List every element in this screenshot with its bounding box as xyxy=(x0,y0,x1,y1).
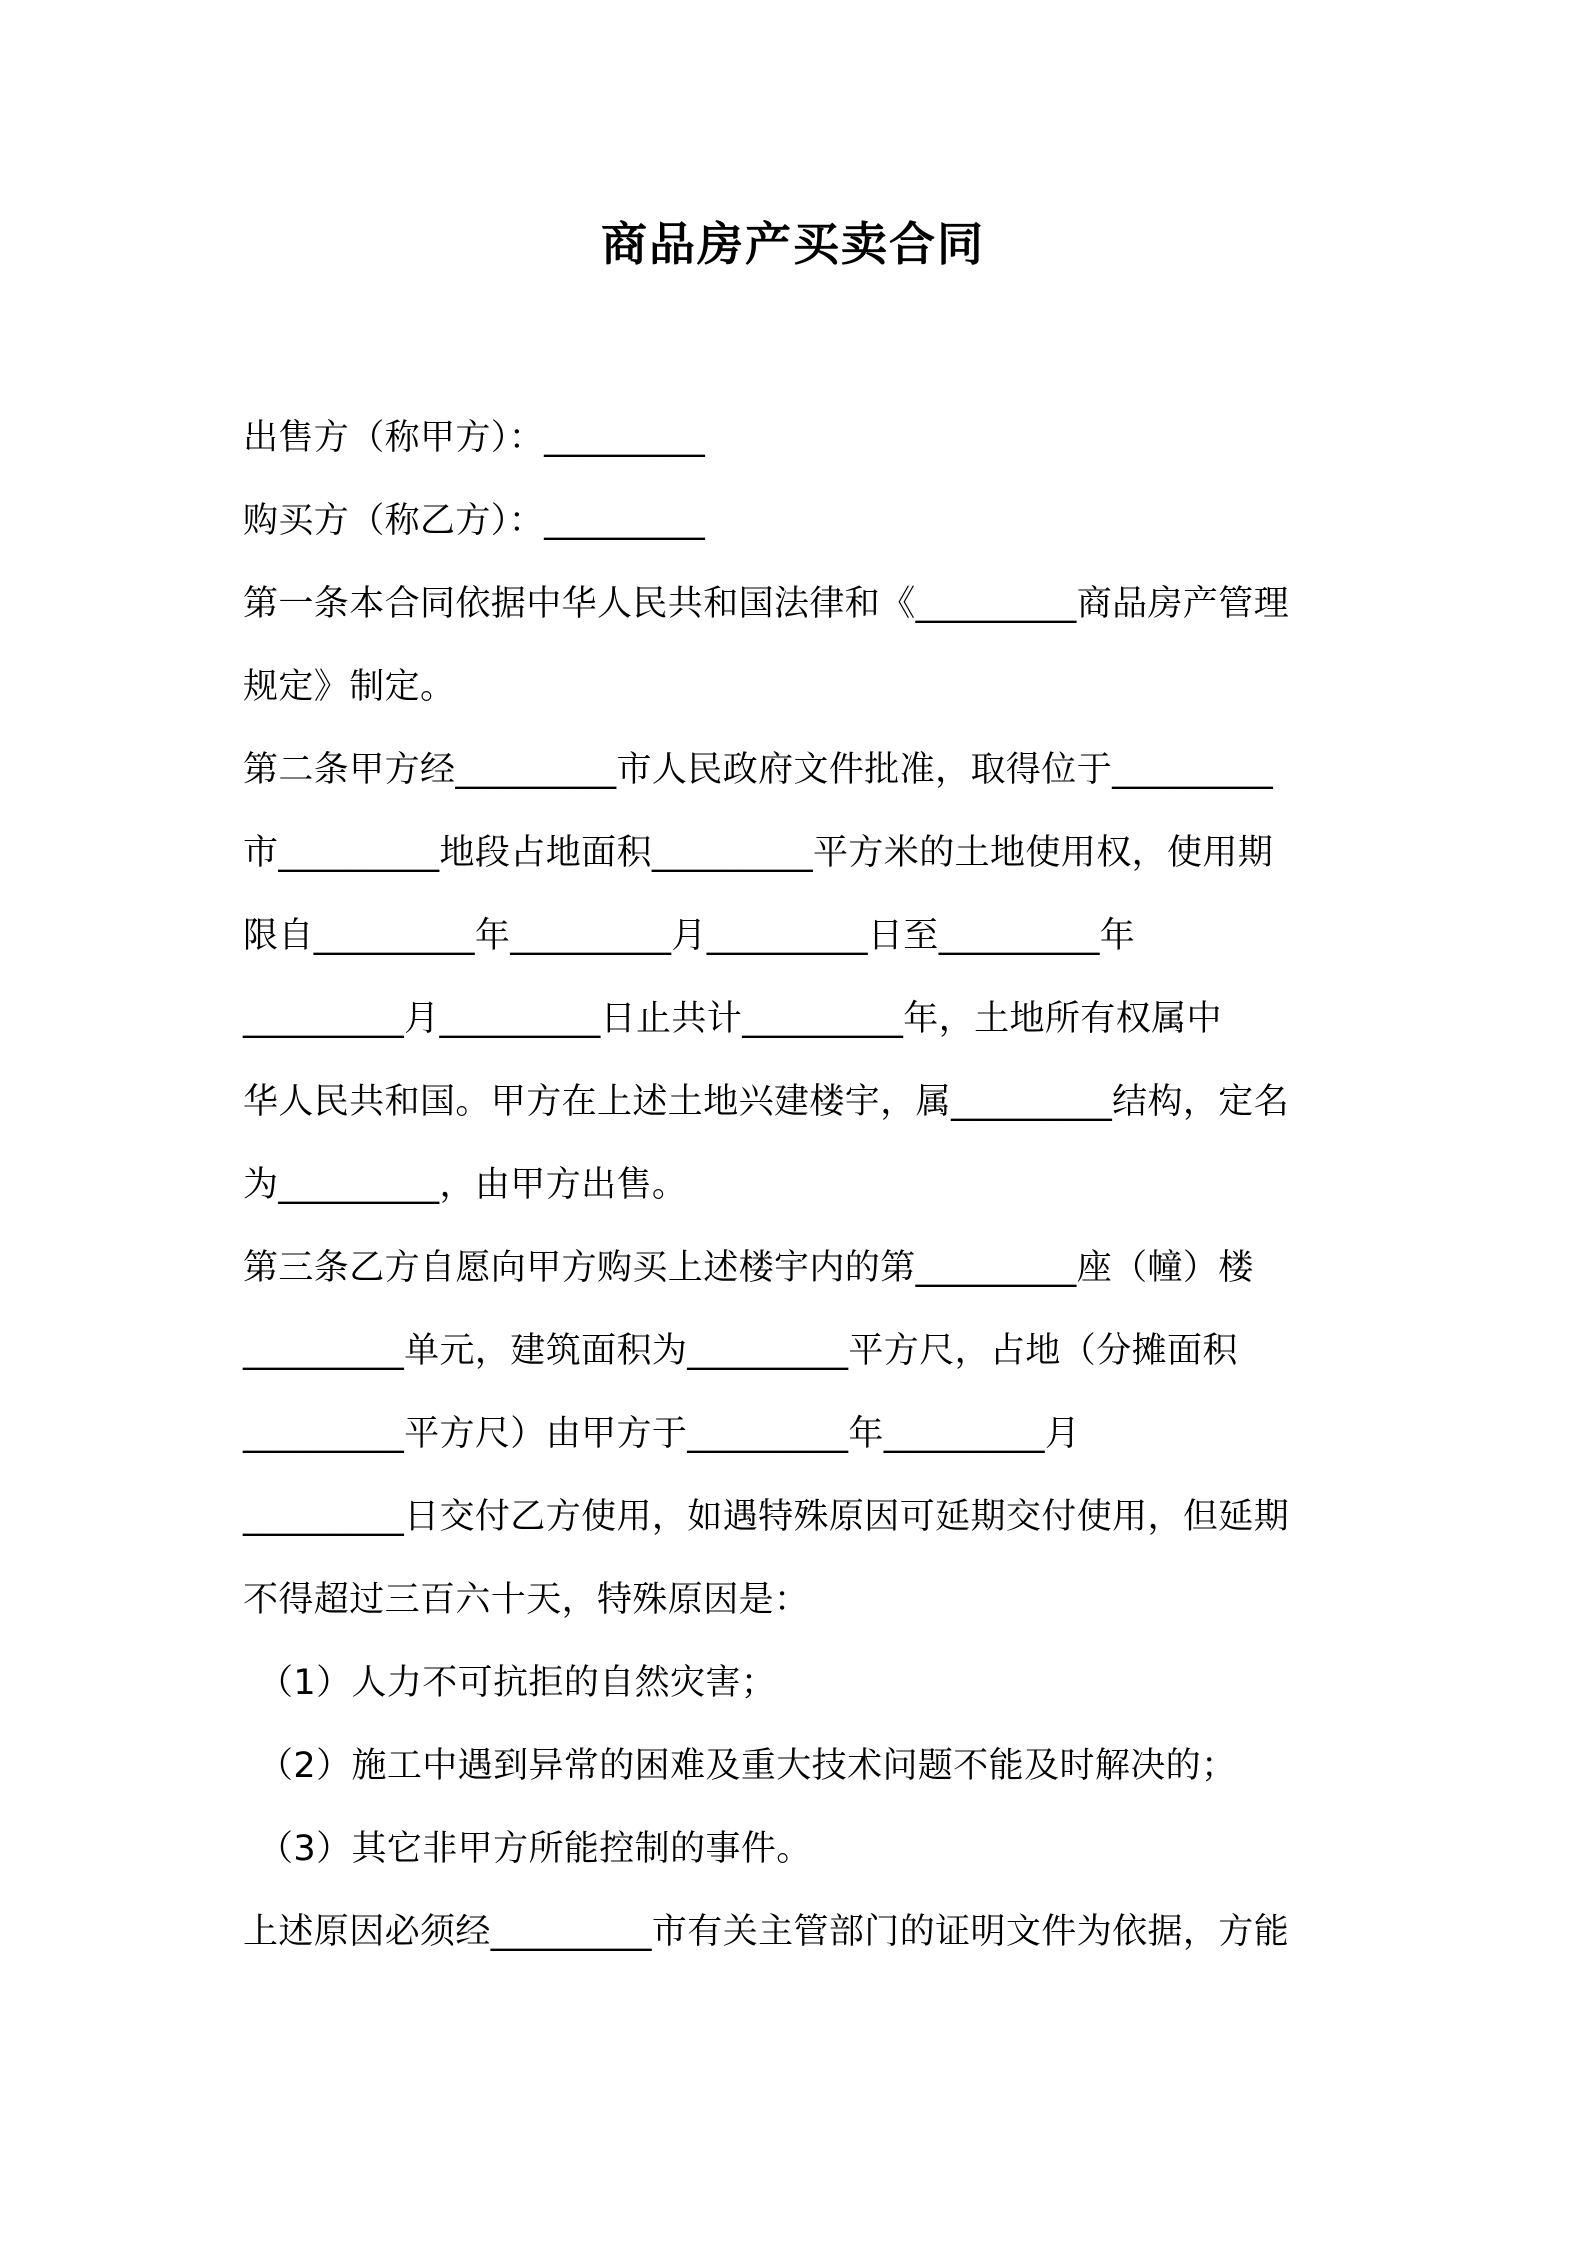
document-title: 商品房产买卖合同 xyxy=(601,217,985,271)
article-2-line-4: _________月_________日止共计_________年，土地所有权属中 xyxy=(243,999,1222,1039)
reason-proof-line: 上述原因必须经_________市有关主管部门的证明文件为依据，方能 xyxy=(243,1912,1290,1952)
article-3-line-5: 不得超过三百六十天，特殊原因是： xyxy=(243,1580,810,1620)
article-3-line-2: _________单元，建筑面积为_________平方尺，占地（分摊面积 xyxy=(243,1331,1238,1371)
seller-line: 出售方（称甲方）：_________ xyxy=(243,418,706,458)
article-1-line-2: 规定》制定。 xyxy=(243,667,456,707)
article-3-line-1: 第三条乙方自愿向甲方购买上述楼宇内的第_________座（幢）楼 xyxy=(243,1248,1254,1288)
reason-item-1: （1）人力不可抗拒的自然灾害； xyxy=(258,1663,777,1703)
article-2-line-6: 为_________，由甲方出售。 xyxy=(243,1165,688,1205)
article-3-line-4: _________日交付乙方使用，如遇特殊原因可延期交付使用，但延期 xyxy=(243,1497,1290,1537)
article-2-line-2: 市_________地段占地面积_________平方米的土地使用权，使用期 xyxy=(243,833,1274,873)
reason-item-2: （2）施工中遇到异常的困难及重大技术问题不能及时解决的； xyxy=(258,1746,1237,1786)
buyer-line: 购买方（称乙方）：_________ xyxy=(243,501,706,541)
article-3-line-3: _________平方尺）由甲方于_________年_________月 xyxy=(243,1414,1081,1454)
article-2-line-5: 华人民共和国。甲方在上述土地兴建楼宇，属_________结构，定名 xyxy=(243,1082,1290,1122)
article-2-line-1: 第二条甲方经_________市人民政府文件批准，取得位于_________ xyxy=(243,750,1274,790)
reason-item-3: （3）其它非甲方所能控制的事件。 xyxy=(258,1829,812,1869)
article-1-line-1: 第一条本合同依据中华人民共和国法律和《_________商品房产管理 xyxy=(243,584,1290,624)
article-2-line-3: 限自_________年_________月_________日至_________年 xyxy=(243,916,1136,956)
